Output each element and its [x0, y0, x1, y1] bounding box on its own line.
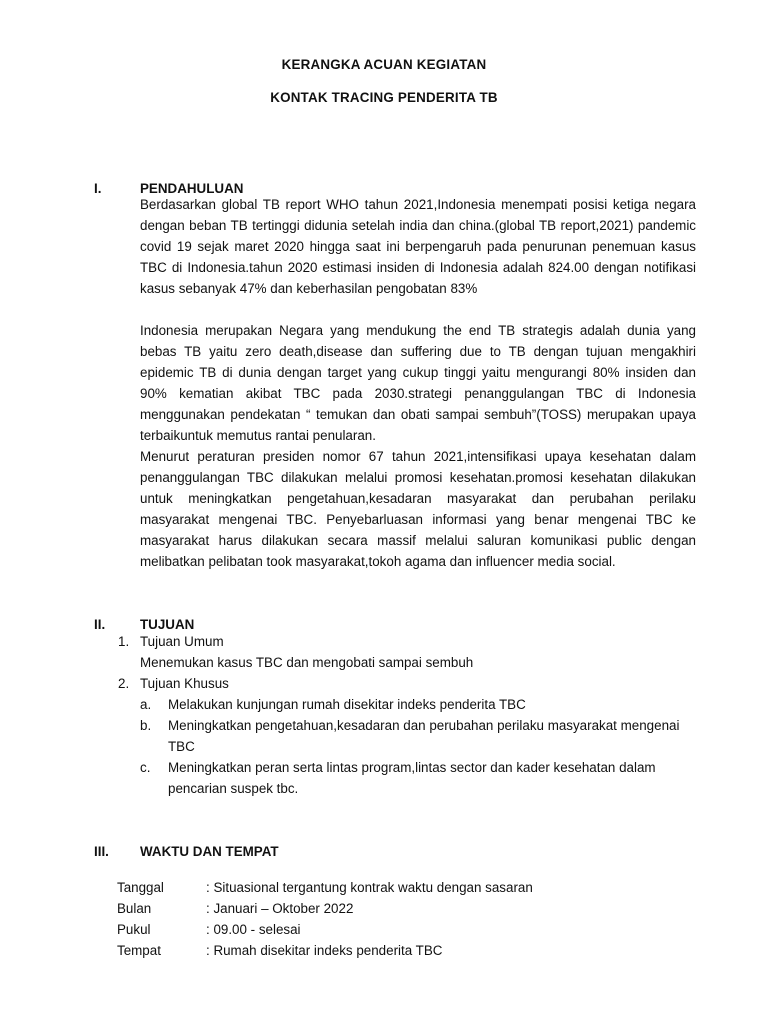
- specific-item-c-letter: c.: [140, 760, 151, 775]
- document-subtitle: KONTAK TRACING PENDERITA TB: [270, 90, 498, 105]
- specific-item-c-text: Meningkatkan peran serta lintas program,lintas sector dan kader kesehatan dalam pencarian suspek tbc.: [168, 760, 656, 796]
- schedule-month-label: Bulan: [117, 901, 152, 916]
- specific-item-a-letter: a.: [140, 697, 152, 712]
- section-3-number: III.: [94, 844, 109, 859]
- schedule-time-value: : 09.00 - selesai: [206, 922, 301, 937]
- general-goal-text: Menemukan kasus TBC dan mengobati sampai sembuh: [140, 655, 474, 670]
- section-3-title: WAKTU DAN TEMPAT: [140, 844, 279, 859]
- section-1-title: PENDAHULUAN: [140, 181, 244, 196]
- section-1-paragraph-1: Berdasarkan global TB report WHO tahun 2021,Indonesia menempati posisi ketiga negara dengan beban TB tertinggi didunia setelah india dan china.(global TB report,2021) pandemic covid 19 sejak maret 2020 hingga saat ini berpengaruh pada penurunan penemuan kasus TBC di Indonesia.tahun 2020 estimasi insiden di Indonesia adalah 824.00 dengan notifikasi kasus sebanyak 47% dan keberhasilan pengobatan 83%: [140, 197, 696, 296]
- section-1-paragraph-2: Indonesia merupakan Negara yang mendukung the end TB strategis adalah dunia yang bebas TB yaitu zero death,disease dan suffering due to TB dengan tujuan mengakhiri epidemic TB di dunia dengan target yang cukup tinggi yaitu mengurangi 80% insiden dan 90% kematian akibat TBC pada 2030.strategi penanggulangan TBC di Indonesia menggunakan pendekatan “ temukan dan obati sampai sembuh”(TOSS) merupakan upaya terbaikuntuk memutus rantai penularan.: [140, 323, 696, 443]
- specific-goal-number: 2.: [118, 676, 130, 691]
- schedule-time-label: Pukul: [117, 922, 151, 937]
- section-1-paragraph-3: Menurut peraturan presiden nomor 67 tahun 2021,intensifikasi upaya kesehatan dalam penanggulangan TBC dilakukan melalui promosi kesehatan.promosi kesehatan dilakukan untuk meningkatkan pengetahuan,kesadaran masyarakat dan perubahan perilaku masyarakat mengenai TBC. Penyebarluasan informasi yang benar mengenai TBC ke masyarakat harus dilakukan secara massif melalui saluran komunikasi public dengan melibatkan pelibatan took masyarakat,tokoh agama dan influencer media social.: [140, 449, 696, 569]
- schedule-date-value: : Situasional tergantung kontrak waktu dengan sasaran: [206, 880, 533, 895]
- specific-item-a-text: Melakukan kunjungan rumah disekitar indeks penderita TBC: [168, 697, 526, 712]
- section-2-number: II.: [94, 617, 106, 632]
- schedule-date-label: Tanggal: [117, 880, 164, 895]
- schedule-place-value: : Rumah disekitar indeks penderita TBC: [206, 943, 443, 958]
- general-goal-label: Tujuan Umum: [140, 634, 224, 649]
- specific-item-b-text: Meningkatkan pengetahuan,kesadaran dan perubahan perilaku masyarakat mengenai TBC: [168, 718, 680, 754]
- schedule-place-label: Tempat: [117, 943, 161, 958]
- general-goal-number: 1.: [118, 634, 130, 649]
- section-1-number: I.: [94, 181, 102, 196]
- schedule-month-value: : Januari – Oktober 2022: [206, 901, 354, 916]
- specific-goal-label: Tujuan Khusus: [140, 676, 229, 691]
- specific-item-b-letter: b.: [140, 718, 152, 733]
- document-title: KERANGKA ACUAN KEGIATAN: [281, 57, 487, 72]
- section-2-title: TUJUAN: [140, 617, 195, 632]
